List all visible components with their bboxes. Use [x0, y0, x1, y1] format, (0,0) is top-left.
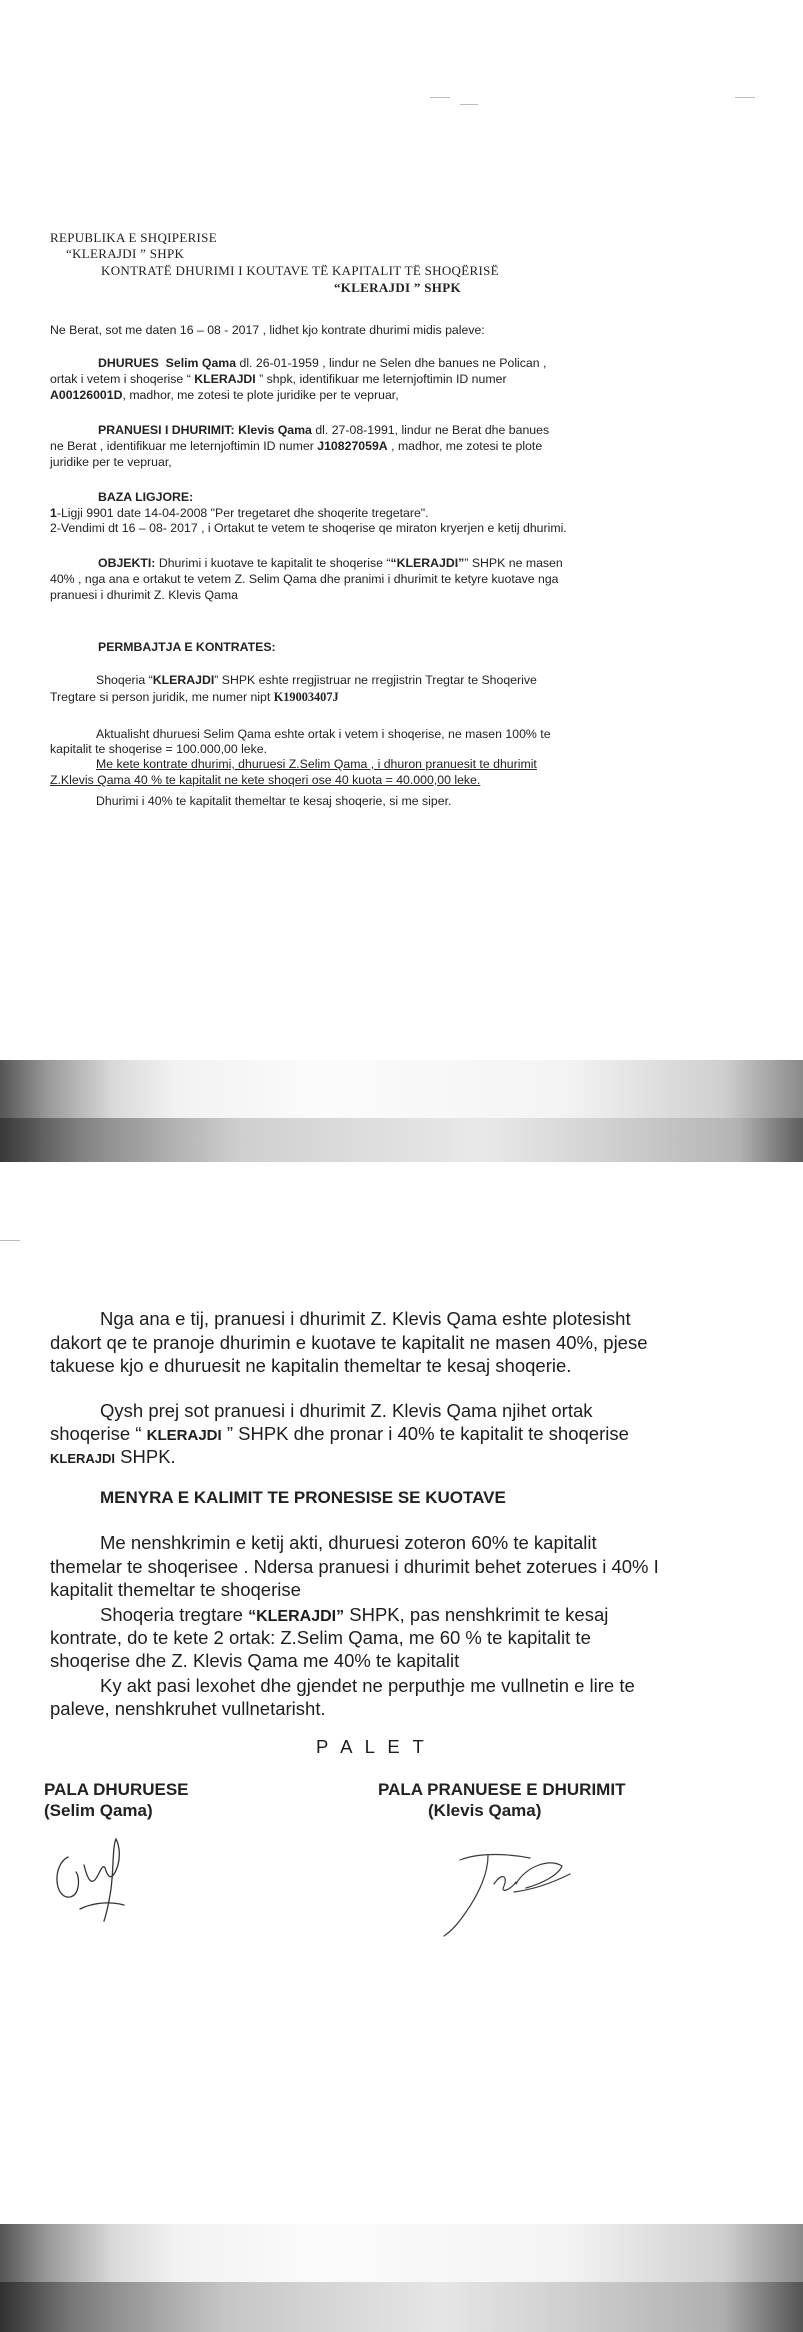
recipient-line-3: juridike per te vepruar,: [50, 455, 172, 469]
contents-p3-line-1: Me kete kontrate dhurimi, dhuruesi Z.Selim Qama , i dhuron pranuesit te dhurimit: [96, 757, 537, 771]
para2-company-2: KLERAJDI: [50, 1451, 116, 1466]
recipient-details: dl. 27-08-1991, lindur ne Berat dhe banues: [315, 423, 550, 437]
para1-line-3: takuese kjo e dhuruesit ne kapitalin themeltar te kesaj shoqerie.: [50, 1355, 572, 1376]
company-nipt: K19003407J: [273, 690, 339, 704]
donor-name: Selim Qama: [165, 356, 237, 370]
contract-title-company: “KLERAJDI ” SHPK: [334, 280, 461, 295]
contents-p1-1a: Shoqeria “: [96, 673, 153, 687]
para2-line-2c: ” SHPK dhe pronar i 40% te kapitalit te shoqerise: [226, 1423, 629, 1444]
donor-id: A00126001D: [50, 388, 123, 402]
donor-signature: [40, 1817, 150, 1922]
para2-line-3b: SHPK.: [120, 1446, 176, 1467]
para2-line-1: Qysh prej sot pranuesi i dhurimit Z. Klevis Qama njihet ortak: [100, 1400, 593, 1421]
recipient-line-2a: ne Berat , identifikuar me leternjoftimin ID numer: [50, 439, 314, 453]
object-label: OBJEKTI:: [98, 556, 156, 570]
contents-p2-line-2: kapitalit te shoqerise = 100.000,00 leke.: [50, 742, 268, 756]
para2-line-2: [50, 1423, 629, 1447]
contents-p4: Dhurimi i 40% te kapitalit themeltar te kesaj shoqerie, si me siper.: [96, 794, 452, 808]
contents-p2-line-1: Aktualisht dhuruesi Selim Qama eshte ortak i vetem i shoqerise, ne masen 100% te: [96, 727, 551, 741]
legal-basis-item-1-text: -Ligji 9901 date 14-04-2008 "Per tregetaret dhe shoqerite tregetare".: [56, 506, 429, 520]
donor-line-2: [50, 372, 507, 386]
party-right-role: PALA PRANUESE E DHURIMIT: [378, 1780, 626, 1799]
legal-basis-item-2: 2-Vendimi dt 16 – 08- 2017 , i Ortakut te vetem te shoqerise qe miraton kryerjen e ketij dhurimi.: [50, 521, 567, 535]
contents-p1-line-1: [96, 673, 537, 687]
object-line-3: pranuesi i dhurimit Z. Klevis Qama: [50, 588, 238, 602]
para1-line-1: Nga ana e tij, pranuesi i dhurimit Z. Klevis Qama eshte plotesisht: [100, 1308, 631, 1329]
para4-company: “KLERAJDI”: [248, 1608, 345, 1625]
recipient-line-1: [98, 423, 549, 437]
party-right-name: (Klevis Qama): [428, 1801, 542, 1820]
para4-line-1a: Shoqeria tregtare: [100, 1604, 243, 1625]
para5-line-2: paleve, nenshkruhet vullnetarisht.: [50, 1698, 326, 1719]
para4-line-3: shoqerise dhe Z. Klevis Qama me 40% te kapitalit: [50, 1650, 460, 1671]
object-line-1a: Dhurimi i kuotave te kapitalit te shoqerise “: [158, 556, 391, 570]
para2-company: KLERAJDI: [146, 1427, 222, 1444]
donor-line-3-text: , madhor, me zotesi te plote juridike per te vepruar,: [122, 388, 399, 402]
para3-line-3: kapitalit themeltar te shoqerise: [50, 1579, 301, 1600]
object-line-2: 40% , nga ana e ortakut te vetem Z. Selim Qama dhe pranimi i dhurimit te ketyre kuotave nga: [50, 572, 559, 586]
parties-title: P A L E T: [316, 1736, 428, 1757]
party-left-role: PALA DHURUESE: [44, 1780, 189, 1799]
donor-line-2a: ortak i vetem i shoqerise “: [50, 372, 191, 386]
para5-line-1: Ky akt pasi lexohet dhe gjendet ne perputhje me vullnetin e lire te: [100, 1675, 635, 1696]
donor-line-2c: ” shpk, identifikuar me leternjoftimin ID numer: [259, 372, 507, 386]
recipient-name: Klevis Qama: [238, 423, 312, 437]
scan-speck: [460, 104, 478, 105]
recipient-label: PRANUESI I DHURIMIT:: [98, 423, 235, 437]
recipient-id: J10827059A: [317, 439, 388, 453]
scan-speck: [735, 97, 755, 98]
scan-shadow-dark: [0, 1118, 803, 1162]
contents-company: KLERAJDI: [152, 673, 215, 687]
legal-basis-item-1-number: 1: [50, 506, 57, 520]
header-republic: REPUBLIKA E SHQIPERISE: [50, 230, 217, 245]
para1-line-2: dakort qe te pranoje dhurimin e kuotave te kapitalit ne masen 40%, pjese: [50, 1332, 648, 1353]
contract-title: KONTRATË DHURIMI I KOUTAVE TË KAPITALIT TË SHOQËRISË: [101, 263, 499, 278]
contents-title: PERMBAJTJA E KONTRATES:: [98, 640, 276, 654]
donor-line-1: [98, 356, 546, 370]
donor-line-3: [50, 388, 399, 402]
scan-speck: [0, 1240, 20, 1241]
legal-basis-item-1: [50, 506, 429, 520]
object-company: “KLERAJDI”: [390, 556, 465, 570]
header-company: “KLERAJDI ” SHPK: [66, 246, 185, 261]
para3-line-2: themelar te shoqerisee . Ndersa pranuesi i dhurimit behet zoterues i 40% I: [50, 1556, 659, 1577]
donor-details: dl. 26-01-1959 , lindur ne Selen dhe banues ne Polican ,: [239, 356, 547, 370]
party-left-name: (Selim Qama): [44, 1801, 153, 1820]
recipient-line-2: [50, 439, 542, 453]
legal-basis-title: BAZA LIGJORE:: [98, 490, 194, 504]
para2-line-2a: shoqerise “: [50, 1423, 142, 1444]
contract-page-1: [0, 0, 803, 1162]
para4-line-1c: SHPK, pas nenshkrimit te kesaj: [349, 1604, 609, 1625]
recipient-signature: [430, 1832, 580, 1942]
para4-line-2: kontrate, do te kete 2 ortak: Z.Selim Qama, me 60 % te kapitalit te: [50, 1627, 591, 1648]
para3-line-1: Me nenshkrimin e ketij akti, dhuruesi zoteron 60% te kapitalit: [100, 1532, 597, 1553]
company-name: KLERAJDI: [194, 372, 256, 386]
object-line-1c: ” SHPK ne masen: [464, 556, 563, 570]
object-line-1: [98, 556, 563, 570]
contract-page-2: [0, 1162, 803, 2332]
recipient-line-2b: , madhor, me zotesi te plote: [391, 439, 543, 453]
scan-speck: [430, 97, 450, 98]
para2-line-3: [50, 1446, 176, 1470]
contents-p1-2a: Tregtare si person juridik, me numer nipt: [50, 690, 271, 704]
donor-label: DHURUES: [98, 356, 159, 370]
contents-p3-line-2: Z.Klevis Qama 40 % te kapitalit ne kete shoqeri ose 40 kuota = 40.000,00 leke.: [50, 773, 481, 787]
contents-p1-line-2: [50, 690, 339, 704]
para4-line-1: [100, 1604, 608, 1628]
contents-p1-1c: ” SHPK eshte rregjistruar ne rregjistrin Tregtar te Shoqerive: [214, 673, 537, 687]
scan-shadow-dark: [0, 2282, 803, 2332]
section-title: MENYRA E KALIMIT TE PRONESISE SE KUOTAVE: [100, 1488, 506, 1507]
intro-line: Ne Berat, sot me daten 16 – 08 - 2017 , lidhet kjo kontrate dhurimi midis paleve:: [50, 323, 485, 337]
